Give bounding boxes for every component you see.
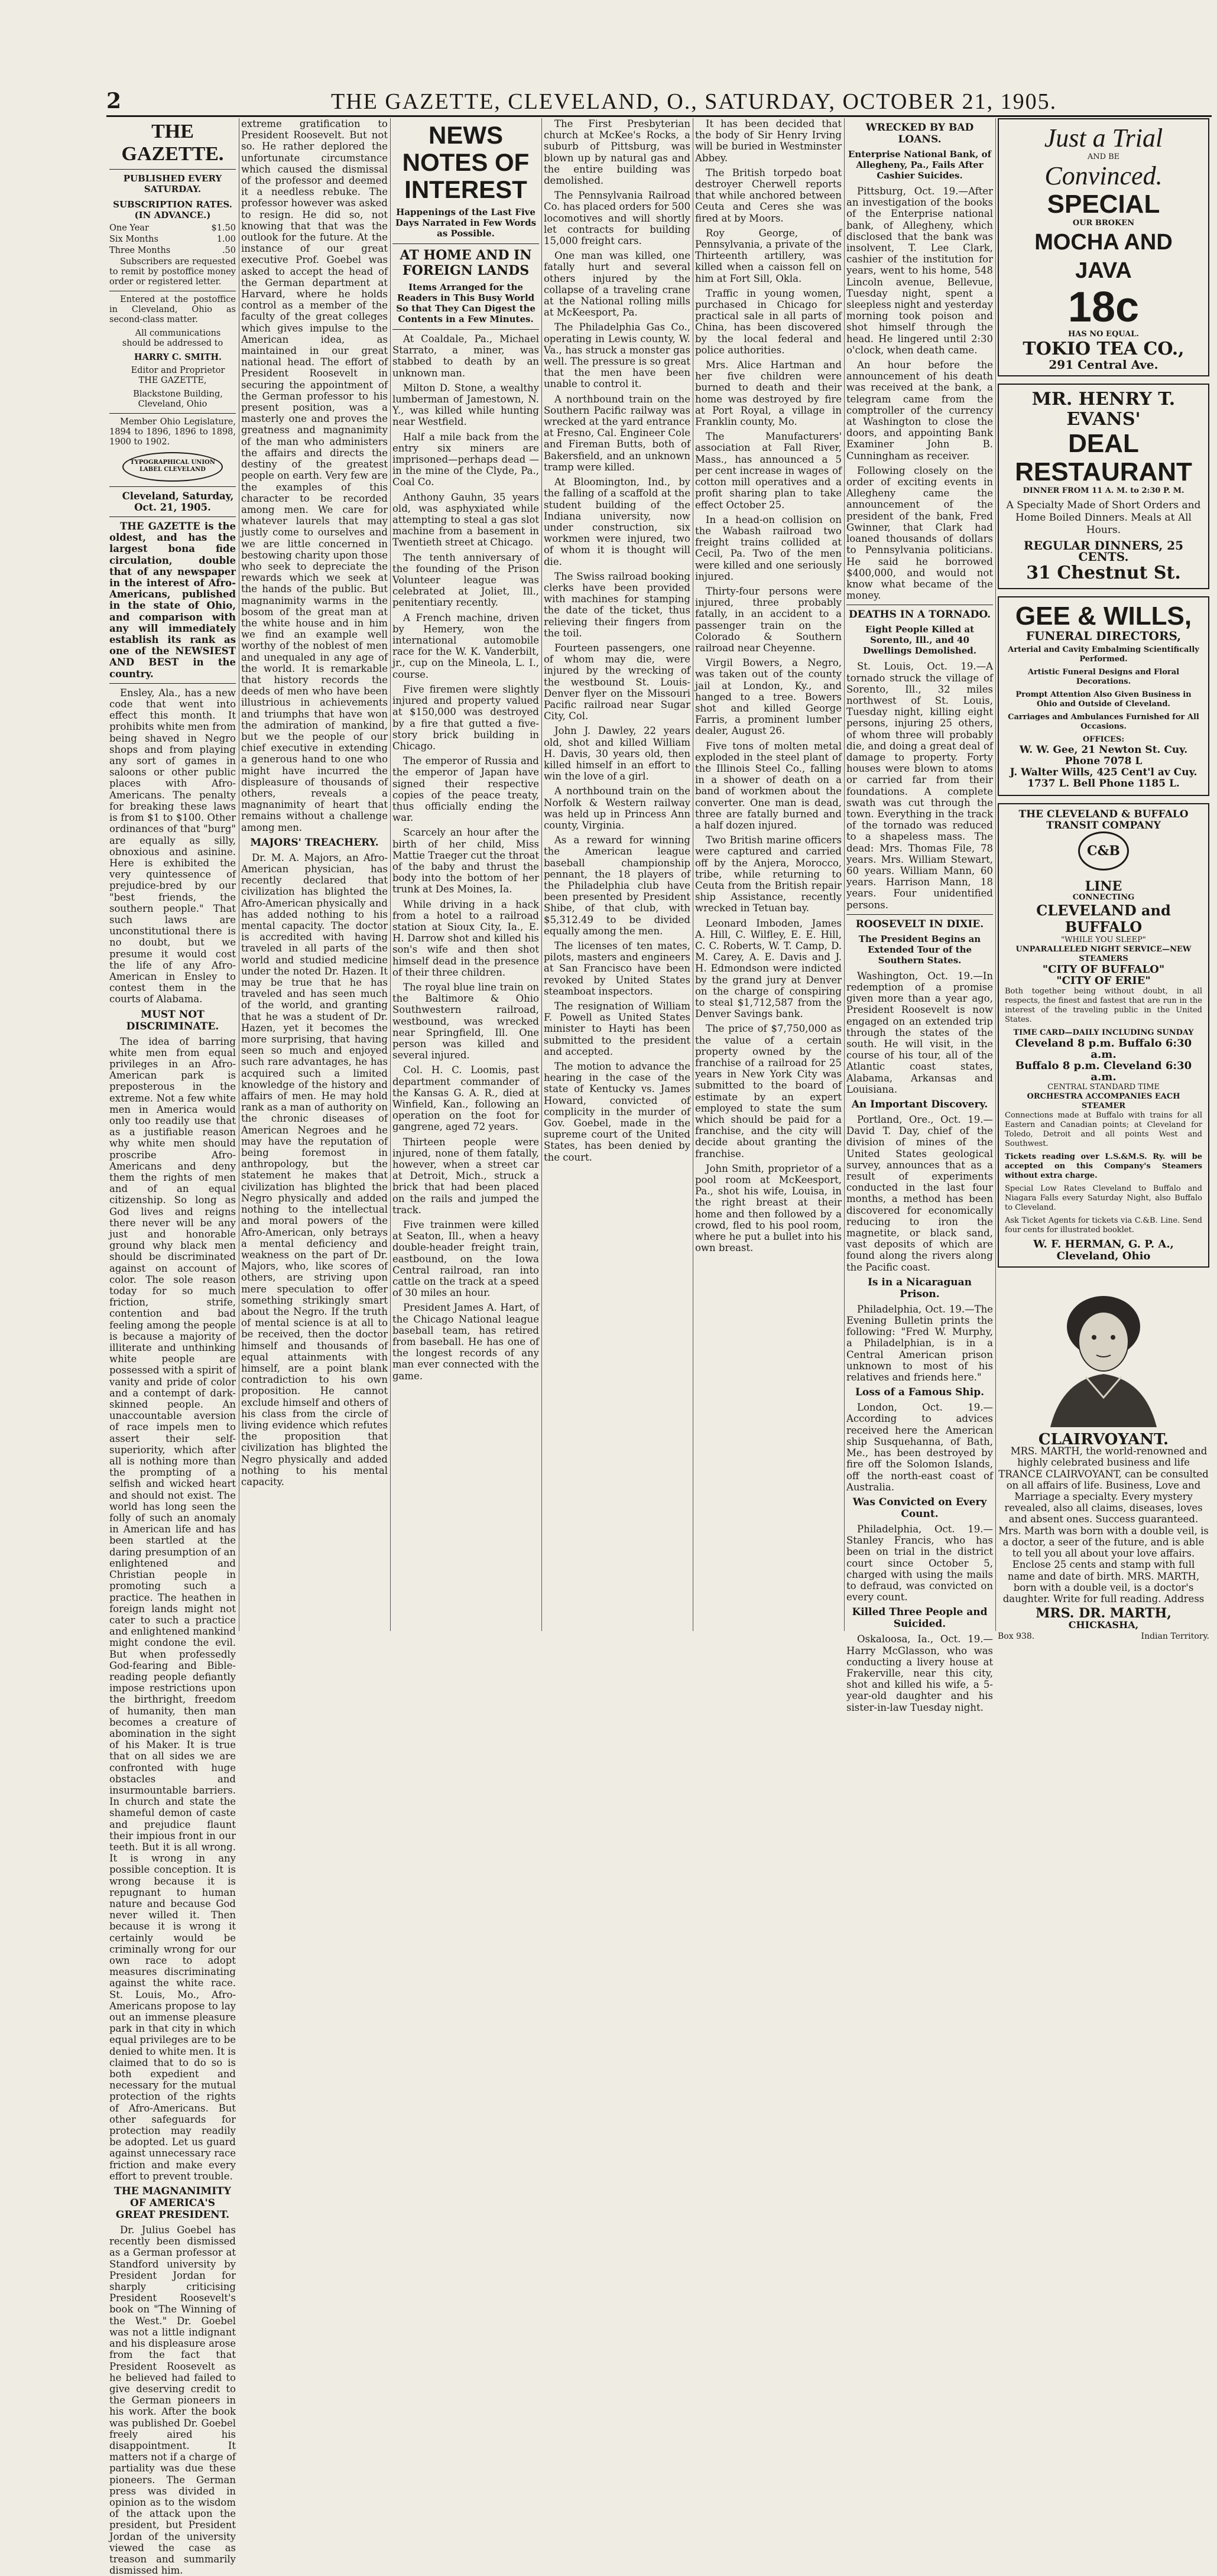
column-editorial-2	[241, 118, 388, 1631]
divider	[392, 329, 539, 330]
ad-line: DEAL RESTAURANT	[1015, 429, 1192, 487]
headline-magnanimity: THE MAGNANIMITY OF AMERICA'S GREAT PRESIDENT.	[114, 2185, 231, 2221]
column-divider	[995, 118, 996, 1631]
clairvoyant-signature: MRS. DR. MARTH,	[1036, 1606, 1171, 1622]
ad-line: UNPARALLELED NIGHT SERVICE—NEW STEAMERS	[1015, 945, 1192, 964]
clairvoyant-footer: Box 938. Indian Territory.	[998, 1631, 1209, 1641]
ad-line: OFFICES:	[1082, 735, 1125, 744]
ad-address: 31 Chestnut St.	[1026, 562, 1181, 583]
rates-title: SUBSCRIPTION RATES.	[113, 199, 232, 210]
ad-line: Prompt Attention Also Given Business in Ohio and Outside of Cleveland.	[1015, 690, 1192, 709]
cb-line-logo-icon: C&B LINE	[1078, 831, 1129, 870]
address-to: All communications should be addressed to	[122, 328, 223, 348]
editor-role: Editor and Proprietor THE GAZETTE,	[131, 365, 225, 385]
news-item: As a reward for winning the American league baseball championship pennant, the 18 players of the Philadelphia club have been presented by President Shibe, of that club, with $5,312.49 to be divided equally among the men.	[544, 834, 690, 937]
article-paragraph: Following closely on the order of exciting events in Allegheny came the announcement of the president of the bank, Fred Gwinner, that Clark had loaned thousands of dollars to Pennsylvania politicians. He said he borrowed $400,000, and would not know what became of the money.	[846, 464, 993, 602]
news-item: Five tons of molten metal exploded in the steel plant of the Illinois Steel Co., falling in a shower of death on a band of workmen about the converter. One man is dead, three are fatally burned and a half dozen injured.	[695, 740, 842, 831]
ad-line: Arterial and Cavity Embalming Scientifically Performed.	[1008, 645, 1199, 664]
ad-line: Both together being without doubt, in all respects, the finest and fastest that are run in the interest of the traveling public in the United States.	[1005, 986, 1202, 1024]
clairvoyant-title: CLAIRVOYANT.	[1038, 1431, 1169, 1449]
news-item: Anthony Gauhn, 35 years old, was asphyxiated while attempting to steal a gas slot machine from a basement in Twentieth street at Chicago.	[392, 491, 539, 548]
news-item: John Smith, proprietor of a pool room at McKeesport, Pa., shot his wife, Louisa, in the right breast at their home and then followed by a crowd, fled to his pool room, where he put a bullet into his own breast.	[695, 1162, 842, 1254]
news-item: A northbound train on the Norfolk & Western railway was held up in Princess Ann county, Virginia.	[544, 785, 690, 831]
ad-price: 18c	[1067, 284, 1140, 331]
ad-line: AND BE	[1087, 152, 1120, 161]
column-news-notes	[392, 118, 539, 1631]
ad-line: Artistic Funeral Designs and Floral Decorations.	[1027, 667, 1180, 686]
union-label-icon: TYPOGRAPHICAL UNION LABEL CLEVELAND	[122, 452, 223, 482]
article-paragraph: St. Louis, Oct. 19.—A tornado struck the village of Sorento, Ill., 32 miles northwest of St. Louis, Tuesday night, killing eight persons, injuring 25 others, of whom three will probably die, and doing a great deal of damage to property. Forty houses were blown to atoms or carried far from their foundations. A complete swath was cut through the town. Everything in the track of the tornado was reduced to a shapeless mass. The dead: Mrs. Thomas File, 78 years. Mrs. William Stewart, 60 years. William Mann, 60 years. Harrison Mann, 18 years. Four unidentified persons.	[846, 661, 993, 911]
ad-line: Ask Ticket Agents for tickets via C.&B. Line. Send four cents for illustrated booklet.	[1005, 1216, 1202, 1235]
tornado-subhead: Eight People Killed at Sorento, Ill., and 40 Dwellings Demolished.	[862, 624, 977, 657]
ad-company: TOKIO TEA CO.,	[1023, 339, 1184, 359]
news-item: The resignation of William F. Powell as United States minister to Hayti has been submitted to the president and accepted.	[544, 1000, 690, 1057]
ad-line: OUR BROKEN	[1072, 219, 1135, 228]
headline-important-discovery: An Important Discovery.	[851, 1099, 988, 1111]
news-item: One man was killed, one fatally hurt and several others injured by the collapse of a traveling crane at the National rolling mills at McKeesport, Pa.	[544, 250, 690, 319]
ad-line: A Specialty Made of Short Orders and Home Boiled Dinners. Meals at All Hours.	[1006, 499, 1201, 537]
news-item: Leonard Imboden, James A. Hill, C. Wilfley, E. E. Hill, C. C. Roberts, W. T. Camp, D. M. Carey, A. E. Davis and J. H. Edmondson were indicted by the grand jury at Denver on the charge of conspiring to steal $1,712,587 from the Denver Savings bank.	[695, 917, 842, 1020]
headline-news-notes: NEWS NOTES OF INTEREST	[402, 121, 530, 203]
paper-title: THE GAZETTE.	[121, 121, 224, 165]
ad-line: TIME CARD—DAILY INCLUDING SUNDAY	[1013, 1028, 1194, 1037]
headline-must-not-discriminate: MUST NOT DISCRIMINATE.	[126, 1008, 219, 1032]
ad-tokio-tea	[998, 118, 1209, 376]
news-item: In a head-on collision on the Wabash railroad two freight trains collided at Cecil, Pa. Two of the men were killed and one seriously injured.	[695, 514, 842, 582]
news-item: Scarcely an hour after the birth of her child, Miss Mattie Traeger cut the throat of the baby and thrust the body into the bottom of her trunk at Des Moines, Ia.	[392, 827, 539, 895]
column-editorial	[109, 118, 236, 2576]
ad-clairvoyant	[998, 1275, 1209, 1642]
news-item: John J. Dawley, 22 years old, shot and killed William H. Davis, 30 years old, then killed himself in an effort to win the love of a girl.	[544, 725, 690, 782]
headline-nicaraguan-prison: Is in a Nicaraguan Prison.	[867, 1276, 972, 1300]
circulation-note: THE GAZETTE is the oldest, and has the largest bona fide circulation, double that of any newspaper in the interest of Afro-Americans, published in the state of Ohio, and comparison with any will immediately establish its rank as one of the NEWSIEST AND BEST in the country.	[109, 521, 236, 680]
page-number: 2	[106, 89, 122, 113]
dateline: Cleveland, Saturday, Oct. 21, 1905.	[122, 490, 234, 513]
clairvoyant-city: CHICKASHA,	[1068, 1619, 1139, 1631]
rate-row: Six Months 1.00	[109, 235, 236, 245]
masthead-rule	[106, 115, 1212, 117]
member-note: Member Ohio Legislature, 1894 to 1896, 1896 to 1898, 1900 to 1902.	[109, 417, 236, 447]
ad-line: "WHILE YOU SLEEP"	[1061, 935, 1146, 945]
article-paragraph: Pittsburg, Oct. 19.—After an investigation of the books of the Enterprise national bank, of Allegheny, which disclosed that the bank was insolvent, T. Lee Clark, cashier of the institution for years, went to his home, 548 Lincoln avenue, Bellevue, Tuesday night, spent a sleepless night and yesterday morning took poison and shot himself through the head. He lingered until 2:30 o'clock, when death came.	[846, 186, 993, 356]
news-item: The tenth anniversary of the founding of the Prison Volunteer league was celebrated at Joliet, Ill., penitentiary recently.	[392, 551, 539, 609]
advance-note: (IN ADVANCE.)	[134, 210, 211, 220]
ad-line: DINNER FROM 11 A. M. to 2:30 P. M.	[1023, 486, 1184, 496]
news-item: Five trainmen were killed at Seaton, Ill., when a heavy double-header freight train, eastbound, on the Iowa Central railroad, ran into cattle on the track at a speed of 30 miles an hour.	[392, 1219, 539, 1299]
headline-wrecked-by-bad-loans: WRECKED BY BAD LOANS.	[865, 122, 974, 145]
ad-line: THE CLEVELAND & BUFFALO TRANSIT COMPANY	[1018, 808, 1189, 831]
headline-deaths-in-tornado: DEATHS IN A TORNADO.	[848, 609, 991, 621]
ad-evans-restaurant	[998, 384, 1209, 589]
article-paragraph: Philadelphia, Oct. 19.—Stanley Francis, who has been on trial in the district court since October 5, charged with using the mails to defraud, was convicted on every count.	[846, 1523, 993, 1603]
news-item: Traffic in young women, purchased in Chicago for practical sale in all parts of China, has been discovered by the local federal and police authorities.	[695, 287, 842, 356]
roosevelt-subhead: The President Begins an Extended Tour of the Southern States.	[858, 933, 981, 966]
news-item: A northbound train on the Southern Pacific railway was wrecked at the yard entrance at Fresno, Cal. Engineer Cole and Fireman Butts, both of Bakersfield, and an unknown tramp were killed.	[544, 393, 690, 473]
ad-line: "CITY OF BUFFALO"	[1042, 963, 1165, 976]
ad-line: MR. HENRY T. EVANS'	[1031, 389, 1176, 430]
news-item: Thirteen people were injured, none of them fatally, however, when a street car at Detroit, Mich., struck a brick that had been placed on the rails and jumped the track.	[392, 1136, 539, 1216]
news-item: The Manufacturers' association at Fall River, Mass., has announced a 5 per cent increase in wages of cotton mill operatives and a profit sharing plan to take effect October 25.	[695, 431, 842, 511]
headline-home-foreign: AT HOME AND IN FOREIGN LANDS	[400, 248, 532, 278]
divider	[846, 914, 993, 915]
column-divider	[541, 118, 542, 1631]
ad-cleveland-buffalo	[998, 803, 1209, 1268]
editor-address: Blackstone Building, Cleveland, Ohio	[133, 389, 223, 409]
ad-line: Special Low Rates Cleveland to Buffalo and Niagara Falls every Saturday Night, also Buffalo to Cleveland.	[1005, 1184, 1202, 1213]
ad-line: REGULAR DINNERS, 25 CENTS.	[1023, 538, 1184, 564]
ad-line: W. F. HERMAN, G. P. A., Cleveland, Ohio	[1033, 1238, 1174, 1262]
article-paragraph: Washington, Oct. 19.—In redemption of a promise given more than a year ago, President Roosevelt is now engaged on an extended trip through the states of the south. He will visit, in the course of his tour, all of the Atlantic coast states, Alabama, Arkansas and Louisiana.	[846, 970, 993, 1095]
ad-line: GEE & WILLS,	[1015, 601, 1192, 631]
news-item: The Swiss railroad booking clerks have been provided with machines for stamping the date of the ticket, thus relieving their fingers from the toil.	[544, 570, 690, 639]
divider	[109, 169, 236, 170]
published-line: PUBLISHED EVERY SATURDAY.	[123, 173, 222, 194]
news-item: The price of $7,750,000 as the value of a certain property owned by the franchise of a railroad for 25 years in New York City was submitted to the board of estimate by an expert employed to state the sum which should be paid for a franchise, and the city will decide about granting the franchise.	[695, 1023, 842, 1159]
article-paragraph: London, Oct. 19.—According to advices received here the American ship Susquehanna, of Bath, Me., has been destroyed by fire off the Solomon Islands, off the north-east coast of Australia.	[846, 1402, 993, 1493]
article-paragraph: Philadelphia, Oct. 19.—The Evening Bulletin prints the following: "Fred W. Murphy, a Philadelphian, is in a Central American prison unknown to most of his relatives and friends here."	[846, 1303, 993, 1383]
ad-gee-wills	[998, 596, 1209, 796]
news-item: The British torpedo boat destroyer Cherwell reports that while anchored between Ceuta and Ceres she was fired at by Moors.	[695, 167, 842, 224]
news-item: Half a mile back from the entry six miners are imprisoned—perhaps dead —in the mine of the Clyde, Pa., Coal Co.	[392, 431, 539, 488]
ad-line: Carriages and Ambulances Furnished for All Occasions.	[1008, 712, 1199, 731]
article-paragraph: Ensley, Ala., has a new code that went into effect this month. It prohibits white men from being shaved in Negro shops and from playing any sort of games in saloons or other public places with Afro-Americans. The penalty for breaking these laws is from $1 to $100. Other ordinances of that "burg" are equally as silly, obnoxious and asinine. Here is exhibited the very quintessence of prejudice-bred by our "best friends, the southern people." That such laws are unconstitutional there is no doubt, but we presume it would cost the life of any Afro-American in Ensley to contest them in the courts of Alabama.	[109, 687, 236, 1005]
ad-line: CLEVELAND and BUFFALO	[1036, 902, 1171, 936]
ad-line: Just a Trial	[1044, 124, 1163, 152]
news-item: The motion to advance the hearing in the case of the state of Kentucky vs. James Howard, convicted of complicity in the murder of Gov. Goebel, made in the supreme court of the United States, has been denied by the court.	[544, 1061, 690, 1163]
subscribers-note: Subscribers are requested to remit by postoffice money order or registered letter.	[109, 256, 236, 287]
divider	[109, 683, 236, 684]
news-item: Mrs. Alice Hartman and her five children were burned to death and their home was destroyed by fire at Port Royal, a village in Franklin county, Mo.	[695, 359, 842, 428]
ad-line: CONNECTING	[1072, 893, 1135, 902]
ad-line: CENTRAL STANDARD TIME	[1047, 1083, 1160, 1092]
rate-row: Three Months .50	[109, 246, 236, 256]
wrecked-subhead: Enterprise National Bank, of Allegheny, Pa., Fails After Cashier Suicides.	[848, 149, 992, 181]
ad-line: Tickets reading over L.S.&M.S. Ry. will be accepted on this Company's Steamers without extra charge.	[1005, 1152, 1202, 1181]
article-paragraph: Dr. Julius Goebel has recently been dismissed as a German professor at Standford university by President Jordan for sharply criticising President Roosevelt's book on "The Winning of the West." Dr. Goebel was not a little indignant and his displeasure arose from the fact that President Roosevelt as he believed had failed to give deserving credit to the German pioneers in his work. After the book was published Dr. Goebel freely aired his disappointment. It matters not if a charge of partiality was due these pioneers. The German press was divided in opinion as to the wisdom of the attack upon the president, but President Jordan of the university viewed the case as treason and summarily dismissed him.	[109, 2224, 236, 2576]
ad-line: W. W. Gee, 21 Newton St. Cuy. Phone 7078 L	[1019, 743, 1188, 768]
rate-row: One Year $1.50	[109, 223, 236, 233]
news-item: Thirty-four persons were injured, three probably fatally, in an accident to a passenger train on the Colorado & Southern railroad near Cheyenne.	[695, 585, 842, 654]
news-item: Roy George, of Pennsylvania, a private of the Thirteenth artillery, was killed when a caisson fell on him at Fort Sill, Okla.	[695, 227, 842, 284]
news-item: The royal blue line train on the Baltimore & Ohio Southwestern railroad, westbound, was wrecked near Springfield, Ill. One person was killed and several injured.	[392, 981, 539, 1061]
headline-killed-three: Killed Three People and Suicided.	[852, 1606, 988, 1630]
ad-line: ORCHESTRA ACCOMPANIES EACH STEAMER	[1027, 1092, 1180, 1111]
column-news-5	[695, 118, 842, 1631]
news-item: Col. H. C. Loomis, past department commander of the Kansas G. A. R., died at Winfield, Kan., following an operation on the foot for gangrene, aged 72 years.	[392, 1064, 539, 1133]
ad-line: SPECIAL	[1047, 190, 1160, 219]
news-item: Fourteen passengers, one of whom may die, were injured by the wrecking of the westbound St. Louis-Denver flyer on the Missouri Pacific railroad near Sugar City, Col.	[544, 642, 690, 722]
clairvoyant-body: MRS. MARTH, the world-renowned and highly celebrated business and life TRANCE CLAIRVOYANT, can be consulted on all affairs of life. Business, Love and Marriage a specialty. Every mystery revealed, also all claims, diseases, loves and absent ones. Success guaranteed. Mrs. Marth was born with a double veil, is a doctor, a seer of the future, and is able to tell you all about your love affairs. Enclose 25 cents and stamp with full name and date of birth. MRS. MARTH, born with a double veil, is a doctor's daughter. Write for full reading. Address	[998, 1445, 1209, 1604]
entered-note: Entered at the postoffice in Cleveland, Ohio as second-class matter.	[109, 294, 236, 324]
ad-line: MOCHA AND JAVA	[1034, 230, 1173, 283]
divider	[109, 486, 236, 487]
news-item: While driving in a hack from a hotel to a railroad station at Sioux City, Ia., E. H. Darrow shot and killed his son's wife and then shot himself dead in the presence of their three children.	[392, 898, 539, 978]
column-news-6	[846, 118, 993, 1713]
news-item: Virgil Bowers, a Negro, was taken out of the county jail at London, Ky., and hanged to a tree. Bowers shot and killed George Farris, a prominent lumber dealer, August 26.	[695, 657, 842, 737]
ad-line: Connections made at Buffalo with trains for all Eastern and Canadian points; at Cleveland for Toledo, Detroit and all points West and Southwest.	[1005, 1111, 1202, 1149]
article-paragraph: Portland, Ore., Oct. 19.—David T. Day, chief of the division of mines of the United States geological survey, announces that as a result of experiments conducted in the last four months, a method has been discovered for economically reducing to iron the magnetite, or black sand, vast deposits of which are found along the rivers along the Pacific coast.	[846, 1114, 993, 1273]
news-item: The Philadelphia Gas Co., operating in Lewis county, W. Va., has struck a monster gas well. The pressure is so great that the men have been unable to control it.	[544, 321, 690, 390]
items-subhead: Items Arranged for the Readers in This Busy World So that They Can Digest the Contents in a Few Minutes.	[396, 282, 536, 324]
ad-line: J. Walter Wills, 425 Cent'l av Cuy. 1737 L. Bell Phone 1185 L.	[1010, 766, 1197, 790]
article-paragraph: The idea of barring white men from equal privileges in an Afro-American park is preposterous in the extreme. Not a few white men in America would only too readily use that as a justifiable reason why white men should proscribe Afro-Americans and deny them the rights of men and of an equal citizenship. So long as God lives and reigns there never will be any just and honorable ground why black men should be discriminated against on account of color. The sole reason today for so much friction, strife, contention and bad feeling among the people is because a majority of illiterate and unthinking white people are possessed with a spirit of vanity and pride of color and a contempt of dark-skinned people. An unaccountable aversion of race impels men to assert their self-superiority, which after all is nothing more than the prompting of a selfish and wicked heart and should not exist. The world has long seen the folly of such an anomaly in American life and has been startled at the daring presumption of an enlightened and Christian people in promoting such a practice. The heathen in foreign lands might not cater to such a practice and enlightened mankind might condone the evil. But when professedly God-fearing and Bible-reading people defiantly impose restrictions upon the birthright, freedom of humanity, then man becomes a creature of abomination in the sight of his Maker. It is true that on all sides we are confronted with huge obstacles and insurmountable barriers. In church and state the shameful demon of caste and prejudice flaunt their impious front in our teeth. But it is all wrong. It is wrong in any possible conception. It is wrong because it is repugnant to human nature and because God never willed it. Then because it is wrong it certainly would be criminally wrong for our own race to adopt measures discriminating against the white race. St. Louis, Mo., Afro-Americans propose to lay out an immense pleasure park in that city in which equal privileges are to be denied to white men. It is claimed that to do so is both expedient and necessary for the mutual protection of the rights of Afro-Americans. But other safeguards for protection may readily be adopted. Let us guard against unnecessary race friction and make every effort to prevent trouble.	[109, 1035, 236, 2182]
ad-line: HAS NO EQUAL.	[1068, 330, 1139, 339]
masthead: THE GAZETTE, CLEVELAND, O., SATURDAY, OCTOBER 21, 1905.	[331, 89, 1057, 114]
ad-address: 291 Central Ave.	[1049, 358, 1158, 372]
article-paragraph: An hour before the announcement of his death was received at the bank, a telegram came from the comptroller of the currency at Washington to close the doors, and appointing Bank Examiner John B. Cunningham as receiver.	[846, 359, 993, 462]
news-item: President James A. Hart, of the Chicago National league baseball team, has retired from baseball. He has one of the longest records of any man ever connected with the game.	[392, 1302, 539, 1382]
column-news-4	[544, 118, 690, 1631]
news-item: The First Presbyterian church at McKee's Rocks, a suburb of Pittsburg, was blown up by natural gas and the entire building was demolished.	[544, 118, 690, 187]
news-item: Two British marine officers were captured and carried off by the Anjera, Morocco, tribe, while returning to Ceuta from the British repair ship Assistance, recently wrecked in Tetuan bay.	[695, 834, 842, 914]
editor-name: HARRY C. SMITH.	[134, 352, 222, 362]
news-item: At Bloomington, Ind., by the falling of a scaffold at the student building of the Indiana university, now under construction, six workmen were injured, two of whom it is thought will die.	[544, 476, 690, 567]
headline-majors-treachery: MAJORS' TREACHERY.	[250, 836, 379, 849]
news-item: The licenses of ten mates, pilots, masters and engineers at San Francisco have been revoked by United States steamboat inspectors.	[544, 940, 690, 997]
headline-loss-of-ship: Loss of a Famous Ship.	[855, 1386, 985, 1399]
column-divider	[390, 118, 391, 1631]
ad-line: Convinced.	[1044, 161, 1163, 190]
article-paragraph: Oskaloosa, Ia., Oct. 19.—Harry McGlasson, who was conducting a livery house at Frakerville, near this city, shot and killed his wife, a 5-year-old daughter and his sister-in-law Tuesday night.	[846, 1633, 993, 1713]
divider	[392, 243, 539, 244]
ad-line: Buffalo 8 p.m. Cleveland 6:30 a.m.	[1015, 1060, 1192, 1084]
ad-line: Cleveland 8 p.m. Buffalo 6:30 a.m.	[1015, 1037, 1192, 1061]
ad-line: FUNERAL DIRECTORS,	[1025, 628, 1182, 643]
news-item: The Pennsylvania Railroad Co. has placed orders for 500 locomotives and will shortly let contracts for building 15,000 freight cars.	[544, 190, 690, 247]
article-paragraph: Dr. M. A. Majors, an Afro-American physician, has recently declared that civilization has blighted the Afro-American physically and has added nothing to his mental capacity. The doctor is accredited with having traveled in all parts of the world and studied medicine under the noted Dr. Hazen. It may be true that he has traveled and has seen much of the world, and granting that he was a student of Dr. Hazen, yet it becomes the more surprising, that having seen so much and enjoyed such rare advantages, he has acquired such a limited knowledge of the history and affairs of men. He may hold rank as a man of authority on the chronic diseases of American Negroes and he may have the reputation of being foremost in anthropology, but the statement he makes that civilization has blighted the Negro physically and added nothing to the intellectual and moral powers of the Afro-American, only betrays a mental deficiency and weakness on the part of Dr. Majors, who, like scores of others, are striving upon mere speculation to offer something strikingly smart about the Negro. If the truth of mental science is at all to be received, then the doctor himself and thousands of equal attainments with himself, are a point blank contradiction to his own proposition. He cannot exclude himself and others of his class from the circle of living evidence which refutes the proposition that civilization has blighted the Negro physically and added nothing to his mental capacity.	[241, 852, 388, 1487]
column-advertisements	[998, 118, 1209, 1641]
news-item: At Coaldale, Pa., Michael Starrato, a miner, was stabbed to death by an unknown man.	[392, 333, 539, 379]
divider	[109, 413, 236, 414]
news-item: It has been decided that the body of Sir Henry Irving will be buried in Westminster Abbey.	[695, 118, 842, 164]
news-item: Five firemen were slightly injured and property valued at $150,000 was destroyed by a fire that gutted a five-story brick building in Chicago.	[392, 683, 539, 752]
headline-convicted: Was Convicted on Every Count.	[852, 1496, 987, 1520]
news-notes-subhead: Happenings of the Last Five Days Narrated in Few Words as Possible.	[395, 207, 537, 239]
woman-portrait-icon	[1033, 1279, 1174, 1427]
headline-roosevelt-in-dixie: ROOSEVELT IN DIXIE.	[855, 918, 984, 930]
news-item: The emperor of Russia and the emperor of Japan have signed their respective copies of the peace treaty, thus officially ending the war.	[392, 755, 539, 824]
ad-line: "CITY OF ERIE"	[1056, 974, 1151, 987]
news-item: A French machine, driven by Hemery, won the international automobile race for the W. K. Vanderbilt, jr., cup on the Mineola, L. I., course.	[392, 612, 539, 680]
column-divider	[844, 118, 845, 1631]
article-paragraph: extreme gratification to President Roosevelt. But not so. He rather deplored the unfortunate circumstance which caused the dismissal of the professor and deemed it a needless rebuke. The professor however was asked to resign. He did so, not knowing that that was the outlook for the future. At the instance of our great executive Prof. Goebel was asked to accept the head of the German department at Harvard, where he holds control as a member of the faculty of the great colleges which gives impulse to the American idea, as maintained in our great national head. The effort of President Roosevelt in securing the appointment of the German professor to his present position, was a masterly one and proves the greatness and magnanimity of the man who administers the affairs and directs the destiny of the greatest people on earth. Very few are the examples of this character to be recorded among men. We care for whatever laurels that may justly come to ourselves and we are little concerned in bestowing charity upon those who seek to depreciate the rewards which we seek at the hands of the public. But magnanimity warms in the bosom of the great man at the white house and in him we find an example well worthy of the noblest of men and unequaled in any age of the world. It is remarkable that history records the deeds of men who have been illustrious in achievements and triumphs that have won the admiration of mankind, but we the people of our chief executive in extending a generous hand to one who might have incurred the displeasure of thousands of others, reveals a magnanimity of heart that remains without a challenge among men.	[241, 118, 388, 833]
news-item: Milton D. Stone, a wealthy lumberman of Jamestown, N. Y., was killed while hunting near Westfield.	[392, 382, 539, 428]
